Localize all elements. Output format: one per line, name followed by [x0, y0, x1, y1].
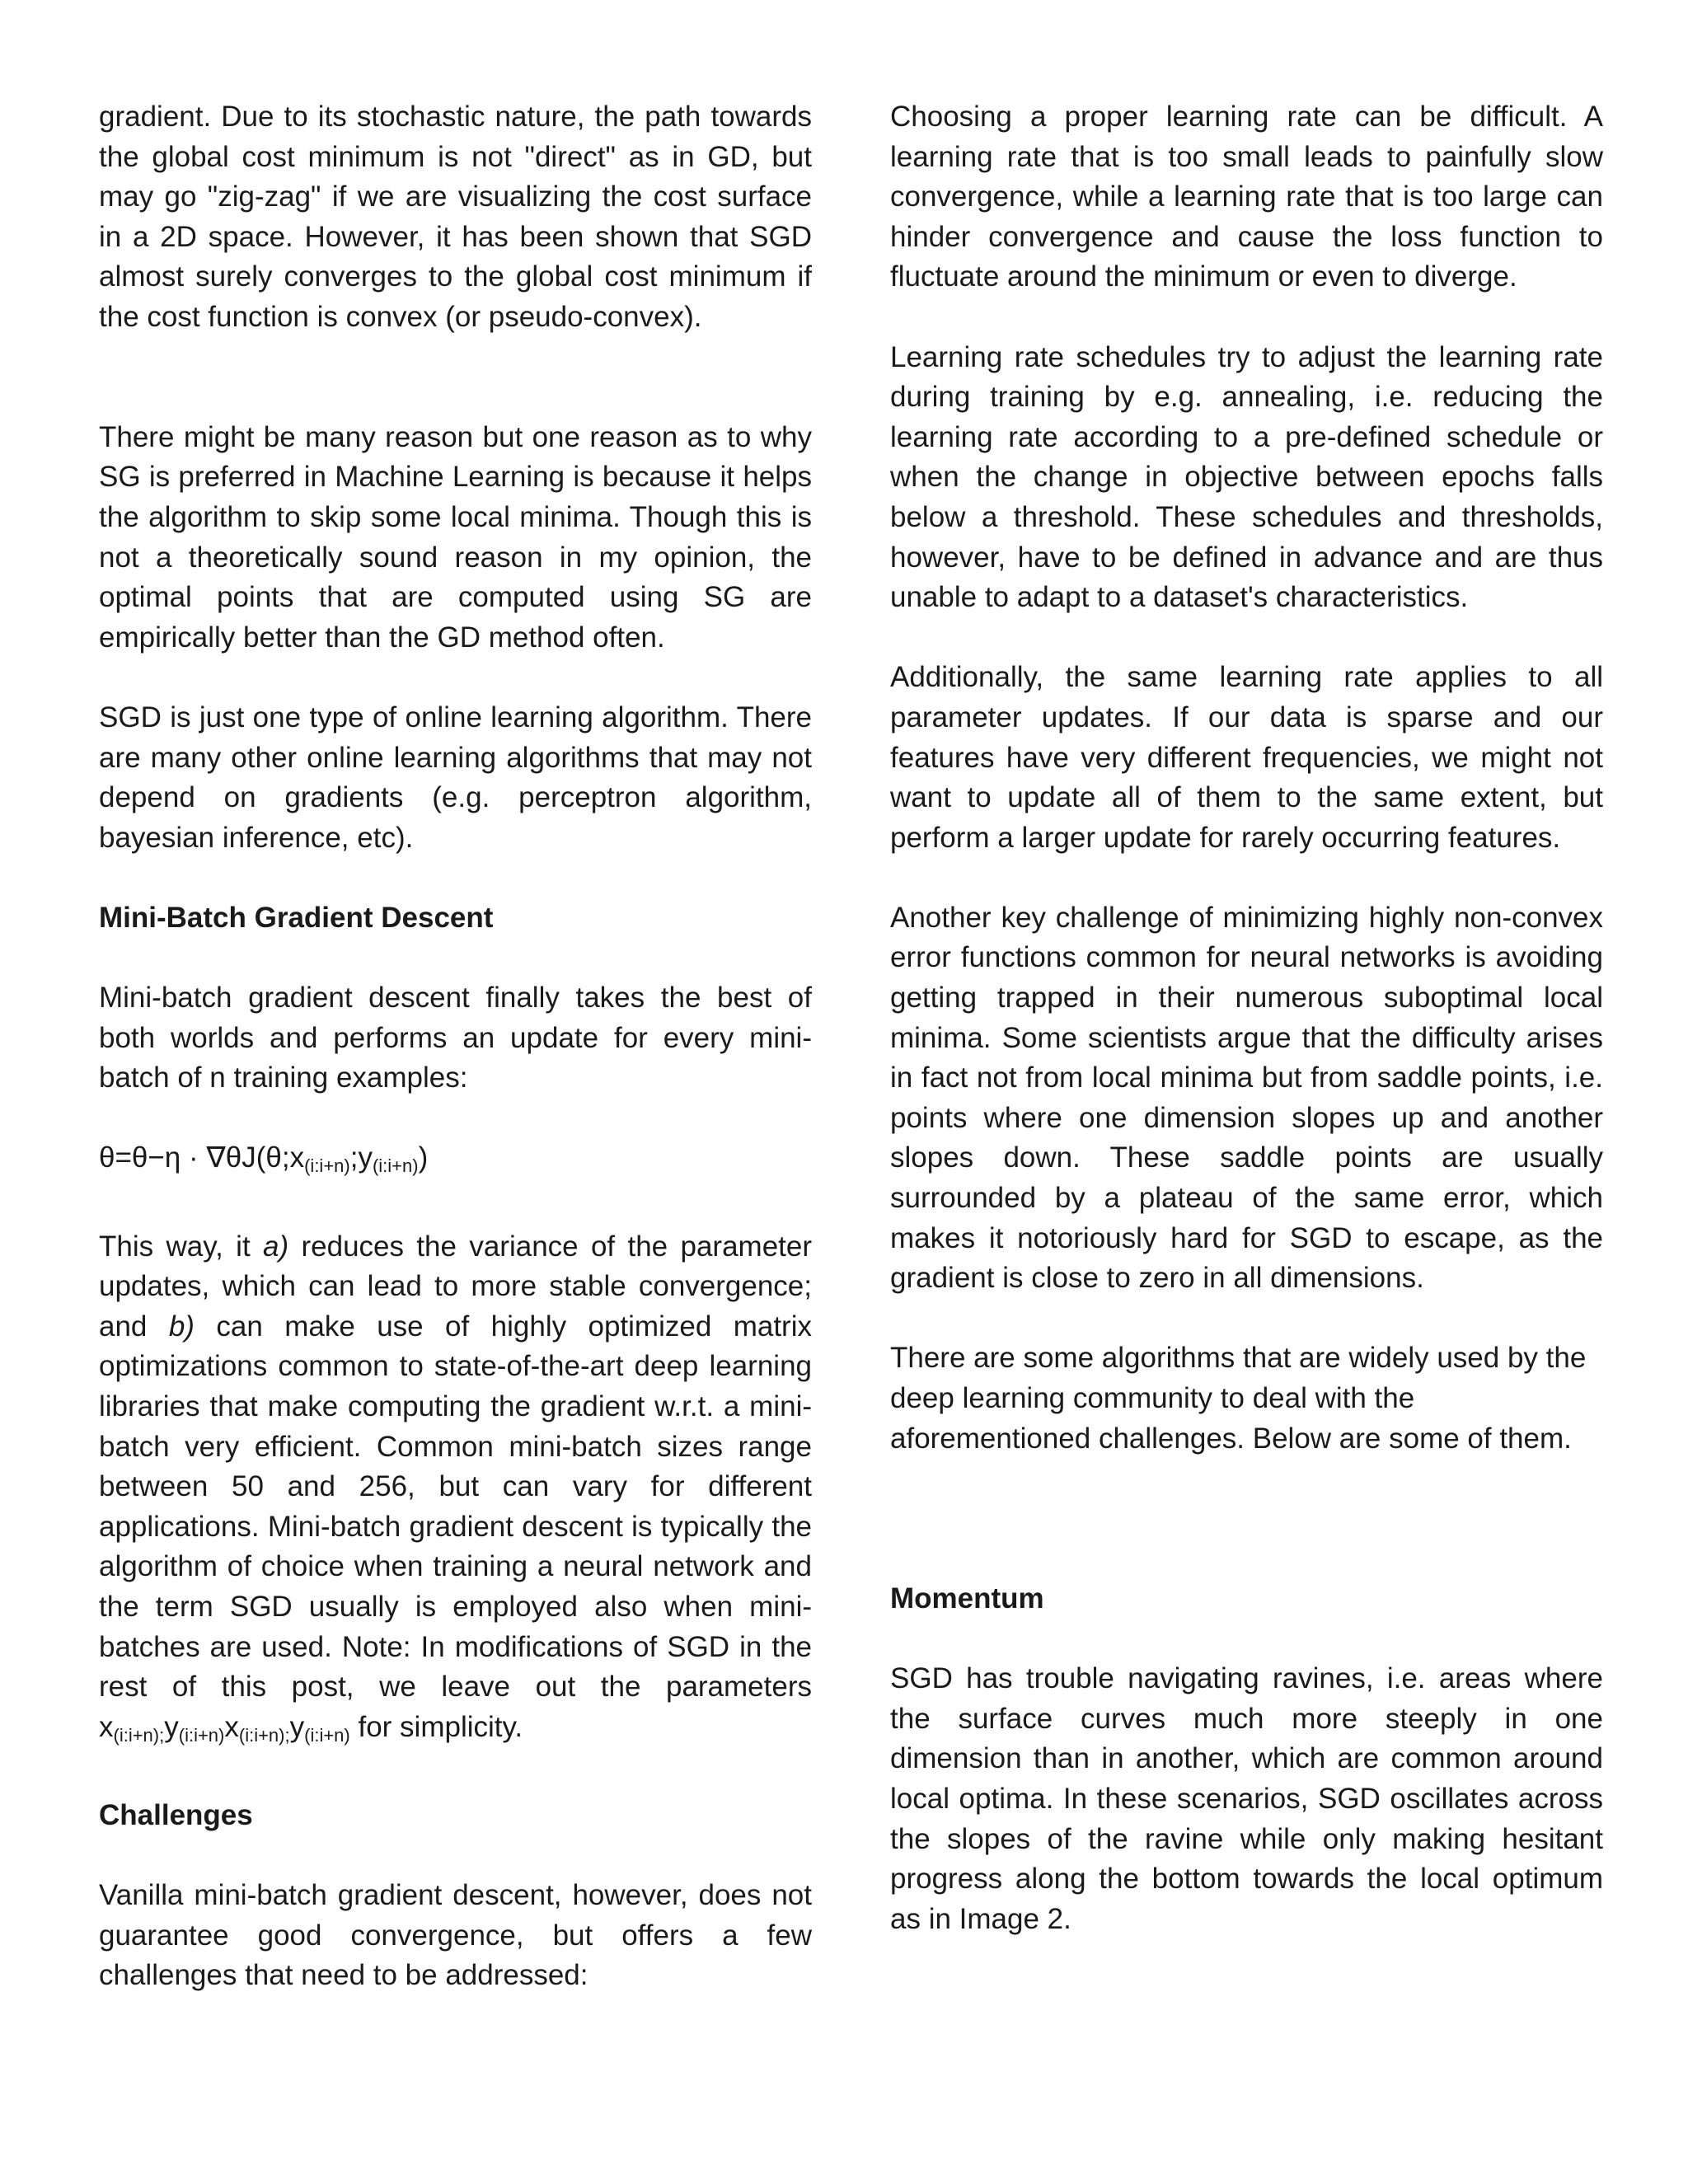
omitted-parameters: $x_{(i:i+n);}y_{(i:i+n)}x_{(i:i+n);}y_{(i:i+n)}$ — [99, 1710, 350, 1746]
heading-mini-batch: Mini-Batch Gradient Descent — [99, 901, 494, 934]
paragraph-learning-rate-schedules: Learning rate schedules try to adjust the learning rate during training by e.g. annealing, i.e. reducing the learning rate according to a pre-defined schedule or when the change in objective between epochs falls below a threshold. These schedules and thresholds, however, have to be defined in advance and are thus unable to adapt to a dataset's characteristics. — [890, 340, 1603, 614]
heading-momentum: Momentum — [890, 1582, 1044, 1615]
paragraph-sg-preferred: There might be many reason but one reason as to why SG is preferred in Machine Learning is because it helps the algorithm to skip some local minima. Though this is not a theoretically sound reason in my opinion, the optimal points that are computed using SG are empirically better than the GD method often. — [99, 420, 812, 654]
right-column — [890, 97, 1603, 1939]
heading-challenges: Challenges — [99, 1798, 253, 1831]
paragraph-sgd-convergence: gradient. Due to its stochastic nature, the path towards the global cost minimum is not "direct" as in GD, but may go "zig-zag" if we are visualizing the cost surface in a 2D space. However, it has been shown that SGD almost surely converges to the global cost minimum if the cost function is convex (or pseudo-convex). — [99, 101, 812, 333]
paragraph-same-learning-rate: Additionally, the same learning rate applies to all parameter updates. If our data is sparse and our features have very different frequencies, we might not want to update all of them to the same extent, but perform a larger update for rarely occurring features. — [890, 661, 1603, 854]
paragraph-challenges-intro: Vanilla mini-batch gradient descent, however, does not guarantee good convergence, but offers a few challenges that need to be addressed: — [99, 1879, 812, 1992]
paragraph-mini-batch-intro: Mini-batch gradient descent finally takes the best of both worlds and performs an update for every mini-batch of n training examples: — [99, 982, 812, 1094]
paragraph-non-convex: Another key challenge of minimizing highly non-convex error functions common for neural networks is avoiding getting trapped in their numerous suboptimal local minima. Some scientists argue that the difficulty arises in fact not from local minima but from saddle points, i.e. points where one dimension slopes up and another slopes down. These saddle points are usually surrounded by a plateau of the same error, which makes it notoriously hard for SGD to escape, as the gradient is close to zero in all dimensions. — [890, 901, 1603, 1295]
paragraph-mini-batch-benefits: This way, it a) reduces the variance of the parameter updates, which can lead to more stable convergence; and b) can make use of highly optimized matrix optimizations common to state-of-the-art deep learning libraries that make computing the gradient w.r.t. a mini-batch very efficient. Common mini-batch sizes range between 50 and 256, but can vary for different applications. Mini-batch gradient descent is typically the algorithm of choice when training a neural network and the term SGD usually is employed also when mini-batches are used. Note: In modifications of SGD in the rest of this post, we leave out the parameters $x_{(i:i+n);}y_{(i:i+n)}x_{(i:i+n);}y_{(i:i+n)}$ for simplicity. — [99, 1230, 812, 1746]
paragraph-online-learning: SGD is just one type of online learning algorithm. There are many other online learning algorithms that may not depend on gradients (e.g. perceptron algorithm, bayesian inference, etc). — [99, 701, 812, 854]
paragraph-learning-rate: Choosing a proper learning rate can be difficult. A learning rate that is too small leads to painfully slow convergence, while a learning rate that is too large can hinder convergence and cause the loss function to fluctuate around the minimum or even to diverge. — [890, 101, 1603, 293]
paragraph-momentum-ravines: SGD has trouble navigating ravines, i.e. areas where the surface curves much more steeply in one dimension than in another, which are common around local optima. In these scenarios, SGD oscillates across the slopes of the ravine while only making hesitant progress along the bottom towards the local optimum as in Image 2. — [890, 1662, 1603, 1935]
mini-batch-equation: $\theta=\theta-\eta \cdot \nabla\theta J(\theta;x_{(i:i+n)};y_{(i:i+n)})$ — [99, 1141, 429, 1177]
left-column — [99, 97, 812, 1996]
paragraph-algorithms-intro: There are some algorithms that are widely used by the deep learning community to deal with the aforementioned challenges. Below are some of them. — [890, 1342, 1587, 1455]
